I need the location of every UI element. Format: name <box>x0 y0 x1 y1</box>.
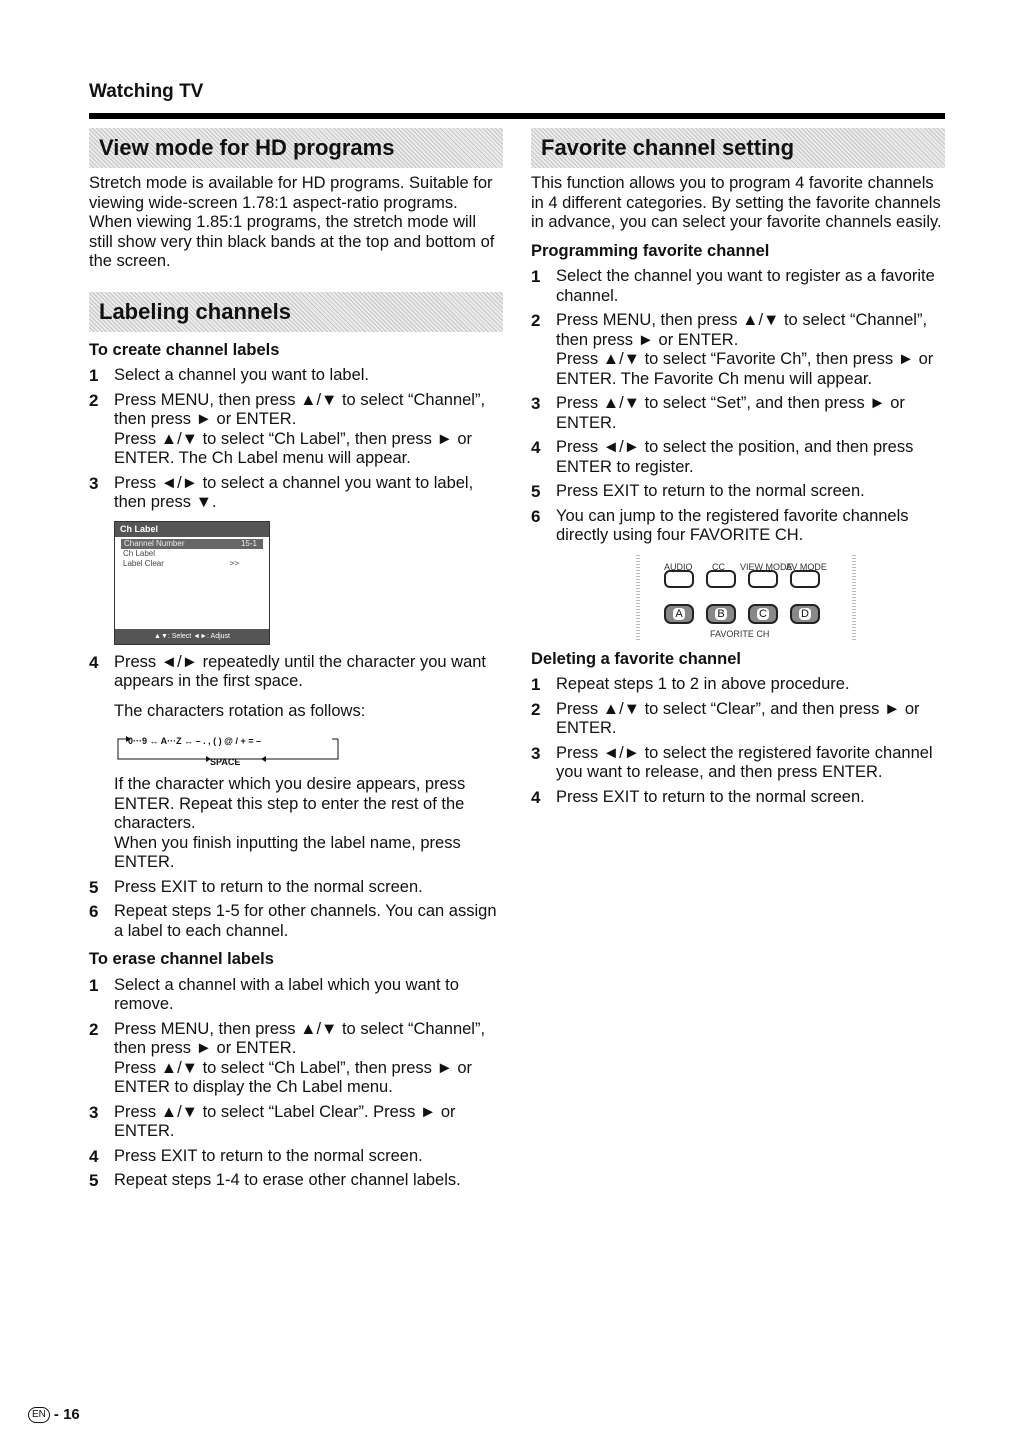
list-item <box>89 474 503 513</box>
favorite-ch-label: FAVORITE CH <box>710 628 770 639</box>
cc-button <box>706 570 736 588</box>
audio-label: AUDIO <box>664 561 693 572</box>
after-rotation-text-2: When you finish inputting the label name, press ENTER. <box>114 833 461 871</box>
section-title: Watching TV <box>89 81 204 102</box>
step-text: Press MENU, then press ▲/▼ to select “Channel”, then press ► or ENTER. <box>556 311 928 349</box>
step-text: Select a channel with a label which you want to remove. <box>114 975 459 1013</box>
favorite-intro: This function allows you to program 4 favorite channels in 4 different categories. By setting the favorite channels in advance, you can select your favorite channels easily. <box>531 174 942 231</box>
step-text-continued: Press ▲/▼ to select “Ch Label”, then press ► or ENTER to display the Ch Label menu. <box>114 1058 473 1096</box>
step-number: 6 <box>89 902 99 921</box>
list-item <box>89 976 503 1015</box>
after-rotation-text: If the character which you desire appears, press ENTER. Repeat this step to enter the rest of the characters. <box>114 775 466 832</box>
step-text: Repeat steps 1-4 to erase other channel labels. <box>114 1171 461 1189</box>
step-number: 2 <box>89 390 99 410</box>
step-text: Press EXIT to return to the normal screen. <box>114 877 423 896</box>
step-number: 3 <box>531 394 541 413</box>
step-text: Press MENU, then press ▲/▼ to select “Channel”, then press ► or ENTER. <box>114 390 486 428</box>
step-number: 1 <box>89 975 99 995</box>
osd-row: Ch Label <box>123 548 156 558</box>
list-item <box>89 366 503 386</box>
step-number: 1 <box>89 366 99 385</box>
list-item <box>89 878 503 898</box>
programming-steps-list <box>531 267 945 546</box>
osd-row-label: Label Clear <box>123 558 164 568</box>
create-steps-list-3 <box>89 878 503 942</box>
step-number: 6 <box>531 506 541 526</box>
list-item <box>531 482 945 502</box>
step-text-continued: Press ▲/▼ to select “Ch Label”, then press ► or ENTER. The Ch Label menu will appear. <box>114 429 473 467</box>
character-rotation-diagram <box>116 729 346 767</box>
remote-edge <box>636 554 640 640</box>
step-text: Press ▲/▼ to select “Clear”, and then press ► or ENTER. <box>556 699 920 737</box>
step-text: Repeat steps 1 to 2 in above procedure. <box>556 675 850 693</box>
create-steps-list <box>89 366 503 513</box>
rotation-space-label: SPACE <box>210 757 241 767</box>
av-mode-label: AV MODE <box>786 561 827 572</box>
list-item <box>531 675 945 695</box>
left-column <box>89 128 503 1196</box>
audio-button <box>664 570 694 588</box>
list-item <box>89 391 503 469</box>
list-item <box>531 744 945 783</box>
step-number: 2 <box>89 1019 99 1039</box>
rotation-intro: The characters rotation as follows: <box>114 701 366 720</box>
step-number: 4 <box>89 652 99 672</box>
step-text: Repeat steps 1-5 for other channels. You can assign a label to each channel. <box>114 902 497 940</box>
step-text: Press ▲/▼ to select “Set”, and then press ► or ENTER. <box>556 394 905 432</box>
list-item <box>531 507 945 546</box>
favorite-c-button: C <box>748 604 778 624</box>
step-text: Press ◄/► to select a channel you want to label, then press ▼. <box>114 473 474 511</box>
step-number: 1 <box>531 267 541 286</box>
list-item <box>89 1147 503 1167</box>
step-text: Press ◄/► to select the registered favorite channel you want to release, and then press ENTER. <box>556 743 933 781</box>
list-item <box>531 394 945 433</box>
page-footer <box>28 1405 80 1425</box>
step-text-continued: Press ▲/▼ to select “Favorite Ch”, then press ► or ENTER. The Favorite Ch menu will appear. <box>556 350 934 388</box>
osd-row-value: 15-1 <box>240 538 257 548</box>
language-badge: EN <box>28 1407 50 1423</box>
osd-title: Ch Label <box>115 522 269 537</box>
step-number: 3 <box>531 743 541 763</box>
view-mode-label: VIEW MODE <box>740 561 793 572</box>
step-number: 4 <box>89 1146 99 1166</box>
programming-title: Programming favorite channel <box>531 241 770 260</box>
view-mode-button <box>748 570 778 588</box>
step-number: 1 <box>531 675 541 694</box>
step-number: 4 <box>531 438 541 457</box>
list-item <box>89 1103 503 1142</box>
step-number: 4 <box>531 787 541 807</box>
step-text: Select a channel you want to label. <box>114 366 370 384</box>
list-item <box>531 438 945 477</box>
page-number: - 16 <box>53 1406 80 1423</box>
av-mode-button <box>790 570 820 588</box>
osd-row-label: Channel Number <box>124 538 185 548</box>
osd-row-selected <box>121 539 263 549</box>
favorite-d-button: D <box>790 604 820 624</box>
remote-favorite-buttons-illustration <box>636 554 856 640</box>
step-text: Select the channel you want to register as a favorite channel. <box>556 267 935 305</box>
list-item <box>89 1020 503 1098</box>
rotation-sequence: 0···9 ↔ A···Z ↔ – . , ( ) @ / + = – <box>128 736 261 746</box>
step-text: You can jump to the registered favorite channels directly using four FAVORITE CH. <box>556 506 909 544</box>
step-text: Press MENU, then press ▲/▼ to select “Channel”, then press ► or ENTER. <box>114 1019 486 1057</box>
step-number: 5 <box>531 482 541 501</box>
osd-row <box>115 559 269 569</box>
labeling-heading: Labeling channels <box>89 292 503 332</box>
cc-label: CC <box>712 561 725 572</box>
right-column <box>531 128 945 812</box>
list-item <box>531 311 945 389</box>
top-rule <box>89 113 945 119</box>
step-text: Press EXIT to return to the normal screen. <box>556 787 865 806</box>
list-item <box>89 653 503 692</box>
step-number: 5 <box>89 877 99 897</box>
list-item <box>531 267 945 306</box>
list-item <box>531 700 945 739</box>
view-mode-text: Stretch mode is available for HD programs. Suitable for viewing wide-screen 1.78:1 aspect-ratio programs. When viewing 1.85:1 programs, the stretch mode will still show very thin black bands at the top and bottom of the screen. <box>89 174 495 270</box>
step-number: 3 <box>89 473 99 493</box>
step-text: Press ◄/► repeatedly until the character you want appears in the first space. <box>114 652 487 690</box>
favorite-heading: Favorite channel setting <box>531 128 945 168</box>
favorite-b-button: B <box>706 604 736 624</box>
step-text: Press ▲/▼ to select “Label Clear”. Press ► or ENTER. <box>114 1102 456 1140</box>
deleting-title: Deleting a favorite channel <box>531 649 741 668</box>
favorite-a-button: A <box>664 604 694 624</box>
create-labels-title: To create channel labels <box>89 340 280 359</box>
step-text: Press EXIT to return to the normal screen. <box>114 1146 423 1165</box>
remote-edge <box>852 554 856 640</box>
view-mode-heading: View mode for HD programs <box>89 128 503 168</box>
step-number: 3 <box>89 1102 99 1122</box>
erase-labels-title: To erase channel labels <box>89 950 274 968</box>
list-item <box>89 902 503 941</box>
step-number: 2 <box>531 311 541 330</box>
list-item <box>89 1171 503 1191</box>
erase-steps-list <box>89 976 503 1191</box>
osd-footer: ▲▼: Select ◄►: Adjust <box>115 629 269 644</box>
deleting-steps-list <box>531 675 945 807</box>
ch-label-menu-screenshot <box>114 521 270 645</box>
create-steps-list-2 <box>89 653 503 692</box>
osd-row-value: >> <box>229 558 239 568</box>
step-text: Press EXIT to return to the normal screen. <box>556 482 865 500</box>
step-number: 2 <box>531 699 541 719</box>
list-item <box>531 788 945 808</box>
step-text: Press ◄/► to select the position, and then press ENTER to register. <box>556 438 914 476</box>
step-number: 5 <box>89 1171 99 1190</box>
